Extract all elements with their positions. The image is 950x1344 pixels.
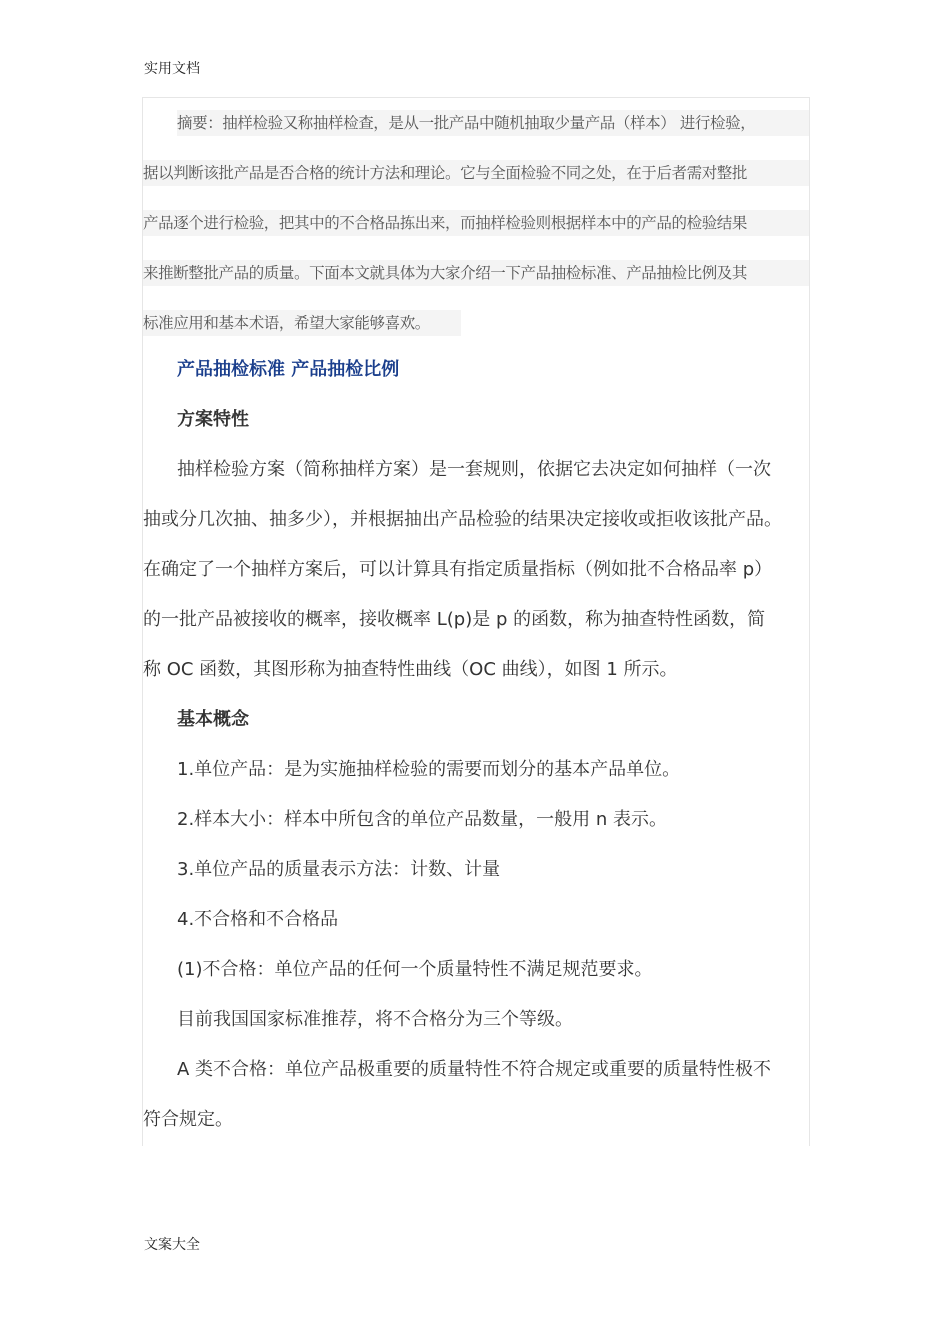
abstract-line: 来推断整批产品的质量。下面本文就具体为大家介绍一下产品抽检标准、产品抽检比例及其 [143, 260, 809, 286]
section-heading-features: 方案特性 [177, 409, 249, 430]
list-item: 2.样本大小：样本中所包含的单位产品数量，一般用 n 表示。 [177, 809, 668, 830]
paragraph-line: 的一批产品被接收的概率，接收概率 L(p)是 p 的函数，称为抽查特性函数，简 [143, 609, 766, 630]
paragraph-line: 在确定了一个抽样方案后，可以计算具有指定质量指标（例如批不合格品率 p） [143, 559, 773, 580]
paragraph-line: 抽或分几次抽、抽多少），并根据抽出产品检验的结果决定接收或拒收该批产品。 [143, 509, 782, 530]
list-item: 4.不合格和不合格品 [177, 909, 339, 930]
paragraph-line: 称 OC 函数，其图形称为抽查特性曲线（OC 曲线），如图 1 所示。 [143, 659, 678, 680]
list-item: 目前我国国家标准推荐，将不合格分为三个等级。 [177, 1009, 573, 1030]
section-heading-concepts: 基本概念 [177, 709, 249, 730]
paragraph-line: 符合规定。 [143, 1109, 233, 1130]
list-item: 1.单位产品：是为实施抽样检验的需要而划分的基本产品单位。 [177, 759, 681, 780]
list-item: A 类不合格：单位产品极重要的质量特性不符合规定或重要的质量特性极不 [177, 1059, 772, 1080]
abstract-line: 摘要：抽样检验又称抽样检查，是从一批产品中随机抽取少量产品（样本） 进行检验， [177, 110, 809, 136]
abstract-line: 产品逐个进行检验，把其中的不合格品拣出来，而抽样检验则根据样本中的产品的检验结果 [143, 210, 809, 236]
abstract-line: 标准应用和基本术语，希望大家能够喜欢。 [143, 310, 461, 336]
page-header: 实用文档 [144, 61, 200, 77]
abstract-line: 据以判断该批产品是否合格的统计方法和理论。它与全面检验不同之处，在于后者需对整批 [143, 160, 809, 186]
article-title: 产品抽检标准 产品抽检比例 [177, 359, 400, 380]
list-item: (1)不合格：单位产品的任何一个质量特性不满足规范要求。 [177, 959, 653, 980]
page-footer: 文案大全 [144, 1237, 200, 1253]
list-item: 3.单位产品的质量表示方法：计数、计量 [177, 859, 501, 880]
paragraph-line: 抽样检验方案（简称抽样方案）是一套规则，依据它去决定如何抽样（一次 [177, 459, 771, 480]
